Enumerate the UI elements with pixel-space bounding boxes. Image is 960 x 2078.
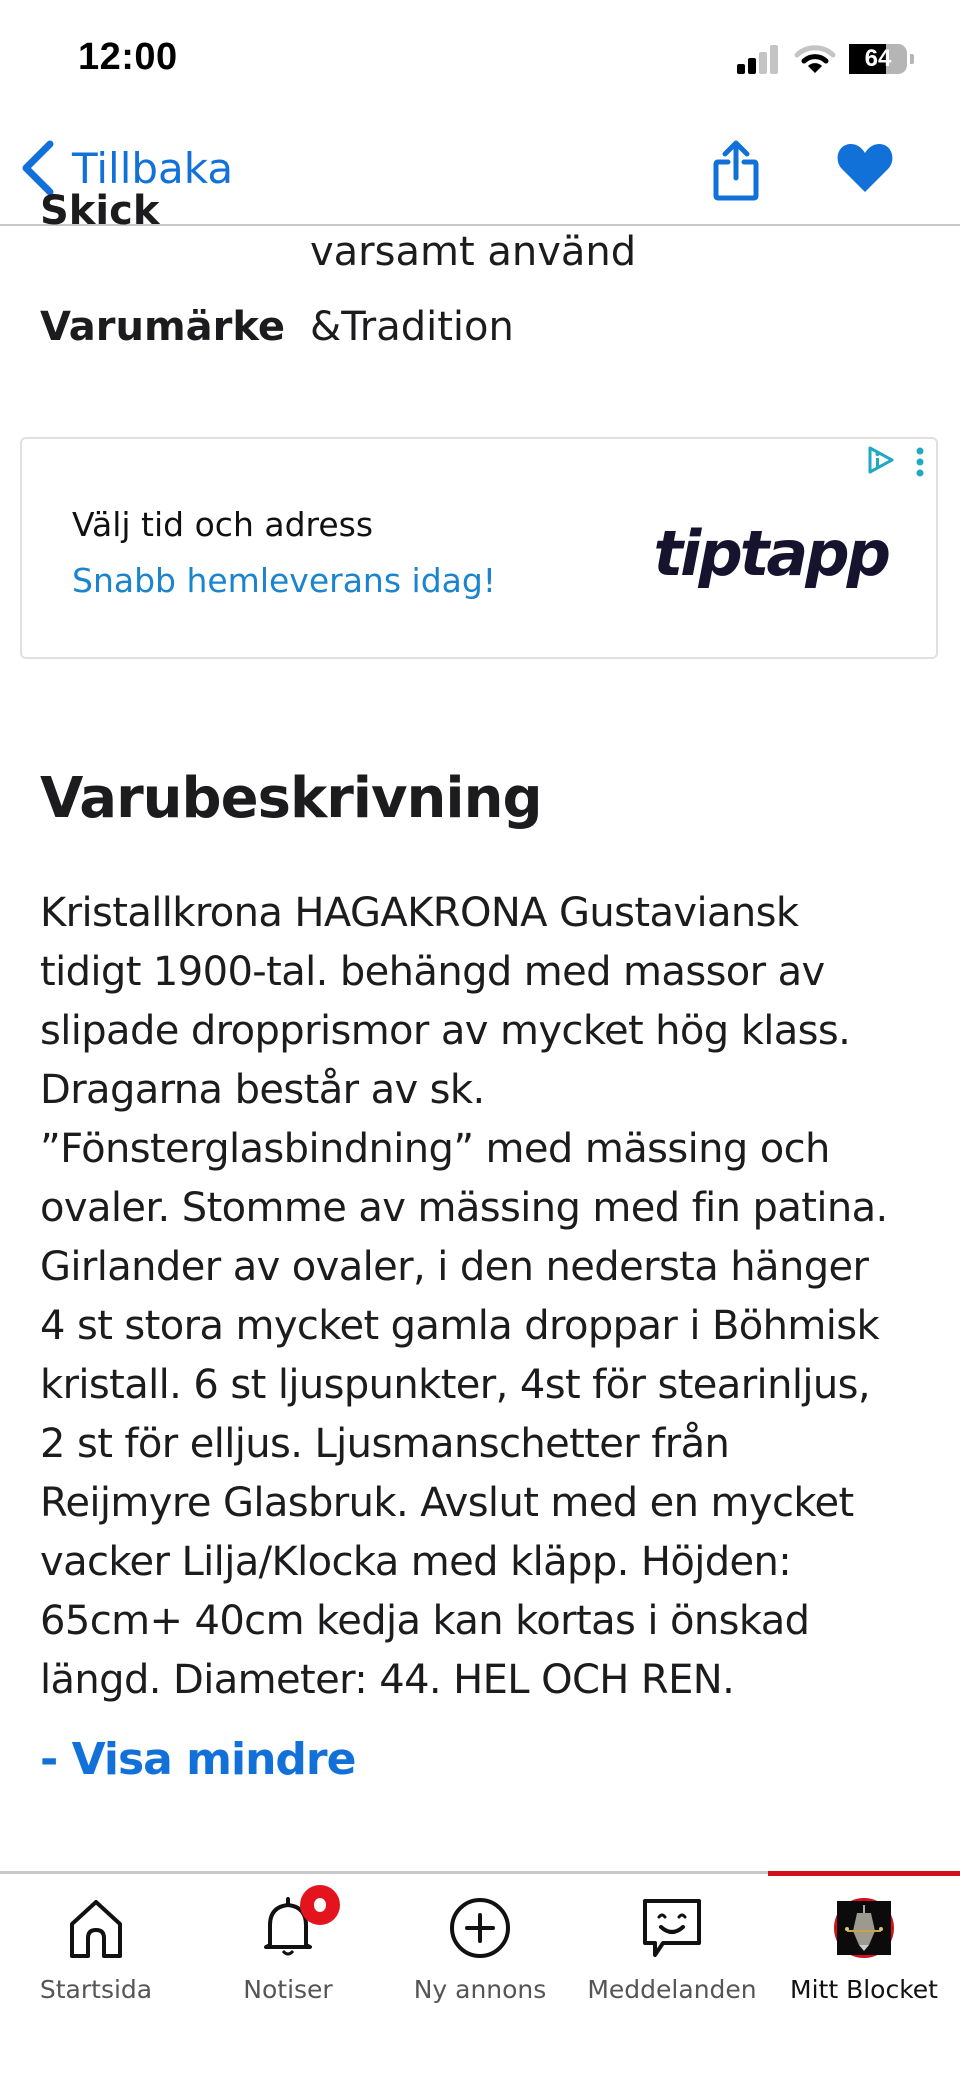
chat-smile-icon — [641, 1897, 703, 1959]
tab-label: Notiser — [243, 1975, 333, 2004]
favorite-button[interactable] — [836, 142, 894, 199]
attribute-row-condition-value — [40, 229, 636, 275]
description-line: Girlander av ovaler, i den nedersta hänger — [40, 1244, 869, 1290]
back-label: Tillbaka — [72, 143, 234, 193]
tab-startsida[interactable] — [0, 1891, 192, 2011]
share-button[interactable] — [712, 140, 760, 207]
description-heading: Varubeskrivning — [40, 766, 542, 831]
tab-label: Ny annons — [413, 1975, 547, 2004]
heart-filled-icon — [836, 142, 894, 194]
description-line: tidigt 1900-tal. behängd med massor av — [40, 949, 825, 995]
tab-label: Meddelanden — [587, 1975, 757, 2004]
chandelier-thumbnail — [837, 1901, 891, 1955]
signal-icon — [737, 44, 781, 74]
description-line: kristall. 6 st ljuspunkter, 4st för stearinljus, — [40, 1362, 870, 1408]
tab-meddelanden[interactable] — [576, 1891, 768, 2011]
description-line: ovaler. Stomme av mässing med fin patina. — [40, 1185, 888, 1231]
plus-circle-icon — [449, 1897, 511, 1959]
home-icon — [68, 1898, 124, 1958]
more-vertical-icon[interactable] — [914, 447, 926, 477]
listing-content[interactable] — [0, 188, 960, 1871]
tab-mitt-blocket[interactable] — [768, 1891, 960, 2011]
attribute-value: varsamt använd — [310, 229, 637, 275]
battery-tip — [910, 54, 914, 64]
description-line: Reijmyre Glasbruk. Avslut med en mycket — [40, 1480, 854, 1526]
battery-icon — [849, 44, 907, 74]
description-line: vacker Lilja/Klocka med kläpp. Höjden: — [40, 1539, 792, 1585]
tab-label: Mitt Blocket — [790, 1975, 938, 2004]
attribute-row-condition — [40, 188, 310, 234]
tab-ny-annons[interactable] — [384, 1891, 576, 2011]
battery-percent: 64 — [864, 45, 892, 72]
ad-brand-logo: tiptapp — [653, 517, 888, 590]
status-icons — [737, 44, 914, 74]
attribute-row-brand — [40, 304, 514, 350]
description-line: längd. Diameter: 44. HEL OCH REN. — [40, 1657, 735, 1703]
description-line: ”Fönsterglasbindning” med mässing och — [40, 1126, 830, 1172]
ad-subtitle[interactable]: Snabb hemleverans idag! — [72, 561, 497, 600]
attribute-value: &Tradition — [310, 304, 514, 350]
adchoices-icon[interactable] — [866, 445, 896, 475]
avatar — [834, 1898, 894, 1958]
tab-label: Startsida — [39, 1975, 153, 2004]
bottom-tab-bar — [0, 1871, 960, 2078]
tab-notiser[interactable] — [192, 1891, 384, 2011]
ad-title: Välj tid och adress — [72, 505, 374, 544]
show-less-link[interactable]: - Visa mindre — [40, 1734, 356, 1785]
ad-banner[interactable] — [20, 437, 938, 659]
description-line: slipade dropprismor av mycket hög klass. — [40, 1008, 851, 1054]
description-line: Kristallkrona HAGAKRONA Gustaviansk — [40, 890, 799, 936]
attribute-label: Skick — [40, 188, 160, 234]
description-line: Dragarna består av sk. — [40, 1067, 485, 1113]
status-time: 12:00 — [78, 36, 178, 78]
description-line: 4 st stora mycket gamla droppar i Böhmisk — [40, 1303, 880, 1349]
description-line: 2 st för elljus. Ljusmanschetter från — [40, 1421, 730, 1467]
description-body — [40, 884, 930, 1710]
active-tab-indicator — [768, 1871, 960, 1876]
wifi-icon — [795, 44, 835, 74]
share-icon — [712, 140, 760, 202]
description-line: 65cm+ 40cm kedja kan kortas i önskad — [40, 1598, 810, 1644]
attribute-label: Varumärke — [40, 304, 286, 350]
notification-badge — [300, 1885, 340, 1925]
